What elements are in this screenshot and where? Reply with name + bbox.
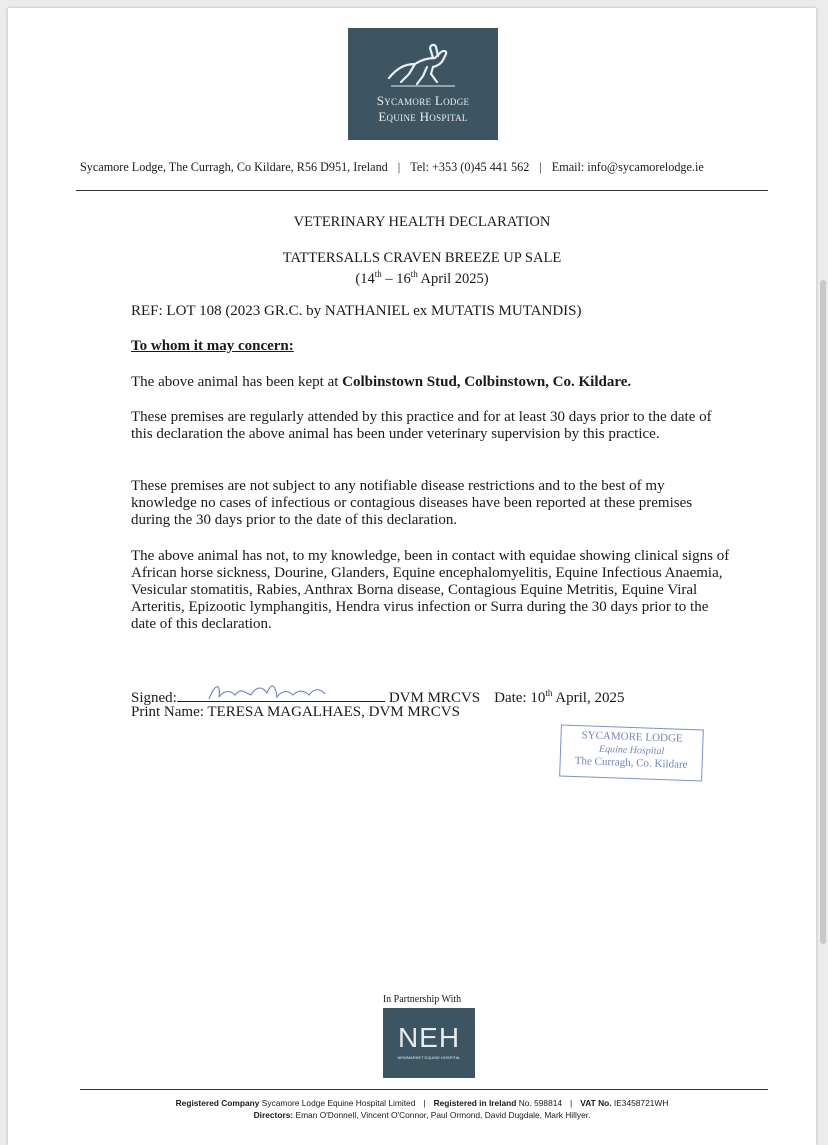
racehorse-icon [383,34,463,90]
signed-label: Signed: [131,690,177,706]
footer-divider [80,1089,768,1090]
header-divider [76,190,768,191]
logo-line-2: Equine Hospital [378,109,468,124]
scrollbar[interactable] [820,280,826,944]
paragraph-diseases: The above animal has not, to my knowledge, been in contact with equidae showing clinical signs of African horse sickness, Dourine, Glanders, Equine encephalomyelitis, Equine Infectious Anaemia, Vesicular stomatitis, Rabies, Anthrax Borna disease, Contagious Equine Metritis, Equine Viral Arteritis, Epizootic lymphangitis, Hendra virus infection or Surra during the 30 days prior to the date of this declaration. [131,548,730,632]
signer-credentials: DVM MRCVS [388,690,481,706]
email: Email: info@sycamorelodge.ie [551,160,704,174]
contact-line [80,160,768,175]
logo-line-1: Sycamore Lodge [376,93,470,108]
handwritten-signature [205,679,345,705]
separator: | [539,160,542,174]
footer-registration: Registered Company Sycamore Lodge Equine Hospital Limited | Registered in Ireland No. 598814 | VAT No. IE3458721WH [175,1098,669,1108]
signature-field [177,689,385,702]
separator: | [397,160,401,174]
paragraph-premises: The above animal has been kept at Colbinstown Stud, Colbinstown, Co. Kildare. [131,374,632,390]
paragraph-restrictions: These premises are not subject to any notifiable disease restrictions and to the best of my knowledge no cases of infectious or contagious diseases have been reported at these premises during the 30 days prior to the date of this declaration. [131,478,693,528]
printed-name: Print Name: TERESA MAGALHAES, DVM MRCVS [131,704,460,720]
salutation: To whom it may concern: [131,338,294,354]
hospital-stamp: SYCAMORE LODGE Equine Hospital The Curragh, Co. Kildare [559,725,704,782]
footer-directors: Directors: Eman O'Donnell, Vincent O'Connor, Paul Ormond, David Dugdale, Mark Hillyer. [253,1110,591,1120]
neh-logo: NEH NEWMARKET EQUINE HOSPITAL [383,1008,475,1078]
address: Sycamore Lodge, The Curragh, Co Kildare, R56 D951, Ireland [80,160,388,174]
lot-reference: REF: LOT 108 (2023 GR.C. by NATHANIEL ex MUTATIS MUTANDIS) [131,303,582,319]
document-page [8,8,816,1145]
paragraph-supervision: These premises are regularly attended by this practice and for at least 30 days prior to the date of this declaration the above animal has been under veterinary supervision by this practice. [131,409,712,442]
partnership-label: In Partnership With [382,994,462,1005]
sale-dates: (14th – 16th April 2025) [355,269,489,287]
signature-date: Date: 10th April, 2025 [494,688,625,706]
telephone: Tel: +353 (0)45 441 562 [410,160,530,174]
sycamore-lodge-logo [348,28,498,140]
sale-name: TATTERSALLS CRAVEN BREEZE UP SALE [282,250,562,266]
document-title: VETERINARY HEALTH DECLARATION [293,214,551,230]
premises-name: Colbinstown Stud, Colbinstown, Co. Kildare. [342,374,632,390]
